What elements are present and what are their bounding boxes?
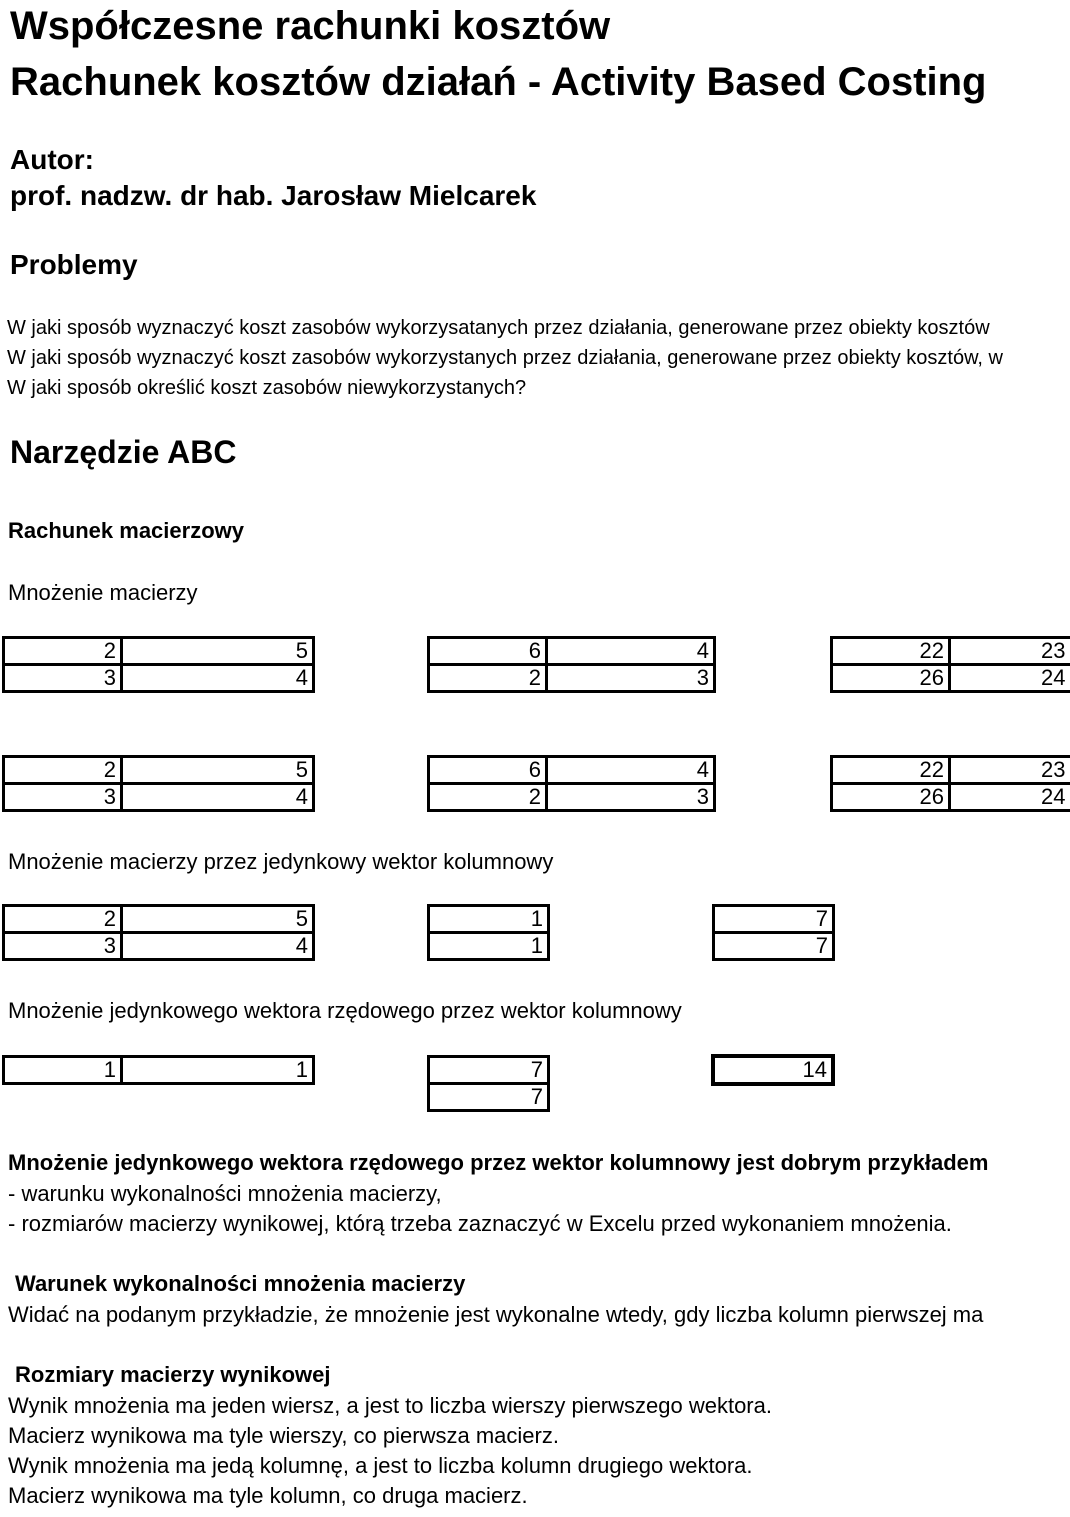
title-line-1: Współczesne rachunki kosztów [10, 4, 611, 48]
cell[interactable]: 24 [950, 665, 1070, 692]
col-vector-label: Mnożenie macierzy przez jedynkowy wektor kolumnowy [8, 849, 554, 874]
size-line-3: Wynik mnożenia ma jedą kolumnę, a jest to liczba kolumn drugiego wektora. [8, 1453, 753, 1478]
cell[interactable]: 1 [4, 1057, 122, 1084]
cell[interactable]: 4 [122, 933, 314, 960]
cell[interactable]: 4 [122, 784, 314, 811]
bullet-1: - warunku wykonalności mnożenia macierzy, [8, 1181, 442, 1206]
cell[interactable]: 2 [4, 906, 122, 933]
cell[interactable]: 6 [429, 757, 547, 784]
size-heading: Rozmiary macierzy wynikowej [15, 1362, 331, 1387]
cell[interactable]: 1 [122, 1057, 314, 1084]
cell[interactable]: 22 [832, 638, 950, 665]
example4-result [711, 1054, 835, 1086]
example2-result [830, 755, 1070, 812]
cell[interactable]: 5 [122, 638, 314, 665]
cell[interactable]: 7 [714, 933, 834, 960]
cell[interactable]: 23 [950, 757, 1070, 784]
example2-matrix-b [427, 755, 716, 812]
cell[interactable]: 3 [4, 665, 122, 692]
cell[interactable]: 4 [547, 757, 715, 784]
cell[interactable]: 24 [950, 784, 1070, 811]
size-line-2: Macierz wynikowa ma tyle wierszy, co pierwsza macierz. [8, 1423, 559, 1448]
example1-result [830, 636, 1070, 693]
cell[interactable]: 7 [429, 1057, 549, 1084]
cell[interactable]: 4 [547, 638, 715, 665]
cell[interactable]: 26 [832, 665, 950, 692]
example3-result [712, 904, 835, 961]
cell[interactable]: 7 [714, 906, 834, 933]
example2-matrix-a [2, 755, 315, 812]
cell[interactable]: 26 [832, 784, 950, 811]
example1-matrix-b [427, 636, 716, 693]
cell[interactable]: 2 [429, 784, 547, 811]
problem-line-3: W jaki sposób określić koszt zasobów niewykorzystanych? [7, 377, 527, 399]
example4-col-vector [427, 1055, 550, 1112]
cell[interactable]: 1 [429, 933, 549, 960]
example3-vector-b [427, 904, 550, 961]
cell[interactable]: 3 [4, 933, 122, 960]
cell[interactable]: 3 [547, 784, 715, 811]
condition-text: Widać na podanym przykładzie, że mnożenie jest wykonalne wtedy, gdy liczba kolumn pierwszej ma [8, 1302, 984, 1327]
cell[interactable]: 2 [4, 757, 122, 784]
size-line-1: Wynik mnożenia ma jeden wiersz, a jest to liczba wierszy pierwszego wektora. [8, 1393, 772, 1418]
tool-heading: Narzędzie ABC [10, 434, 237, 470]
cell[interactable]: 1 [429, 906, 549, 933]
cell[interactable]: 3 [547, 665, 715, 692]
cell[interactable]: 7 [429, 1084, 549, 1111]
cell[interactable]: 23 [950, 638, 1070, 665]
title-line-2: Rachunek kosztów działań - Activity Based Costing [10, 60, 987, 104]
cell[interactable]: 2 [429, 665, 547, 692]
cell[interactable]: 5 [122, 906, 314, 933]
condition-heading: Warunek wykonalności mnożenia macierzy [15, 1271, 466, 1296]
problem-line-2: W jaki sposób wyznaczyć koszt zasobów wykorzystanych przez działania, generowane przez obiekty kosztów, w [7, 347, 1003, 369]
problem-line-1: W jaki sposób wyznaczyć koszt zasobów wykorzysatanych przez działania, generowane przez obiekty kosztów [7, 317, 990, 339]
size-line-4: Macierz wynikowa ma tyle kolumn, co druga macierz. [8, 1483, 528, 1508]
matrix-calc-subheading: Rachunek macierzowy [8, 518, 244, 543]
cell[interactable]: 5 [122, 757, 314, 784]
author-label: Autor: [10, 144, 94, 175]
example4-row-vector [2, 1055, 315, 1085]
example1-matrix-a [2, 636, 315, 693]
problems-heading: Problemy [10, 249, 138, 280]
cell[interactable]: 14 [713, 1056, 833, 1084]
cell[interactable]: 3 [4, 784, 122, 811]
cell[interactable]: 4 [122, 665, 314, 692]
example3-matrix-a [2, 904, 315, 961]
matrix-mult-label: Mnożenie macierzy [8, 580, 198, 605]
bullet-2: - rozmiarów macierzy wynikowej, którą trzeba zaznaczyć w Excelu przed wykonaniem mnożenia. [8, 1211, 952, 1236]
cell[interactable]: 2 [4, 638, 122, 665]
author-name: prof. nadzw. dr hab. Jarosław Mielcarek [10, 180, 537, 211]
cell[interactable]: 6 [429, 638, 547, 665]
row-vector-label: Mnożenie jedynkowego wektora rzędowego przez wektor kolumnowy [8, 998, 682, 1023]
good-example-note: Mnożenie jedynkowego wektora rzędowego przez wektor kolumnowy jest dobrym przykładem [8, 1150, 989, 1175]
cell[interactable]: 22 [832, 757, 950, 784]
